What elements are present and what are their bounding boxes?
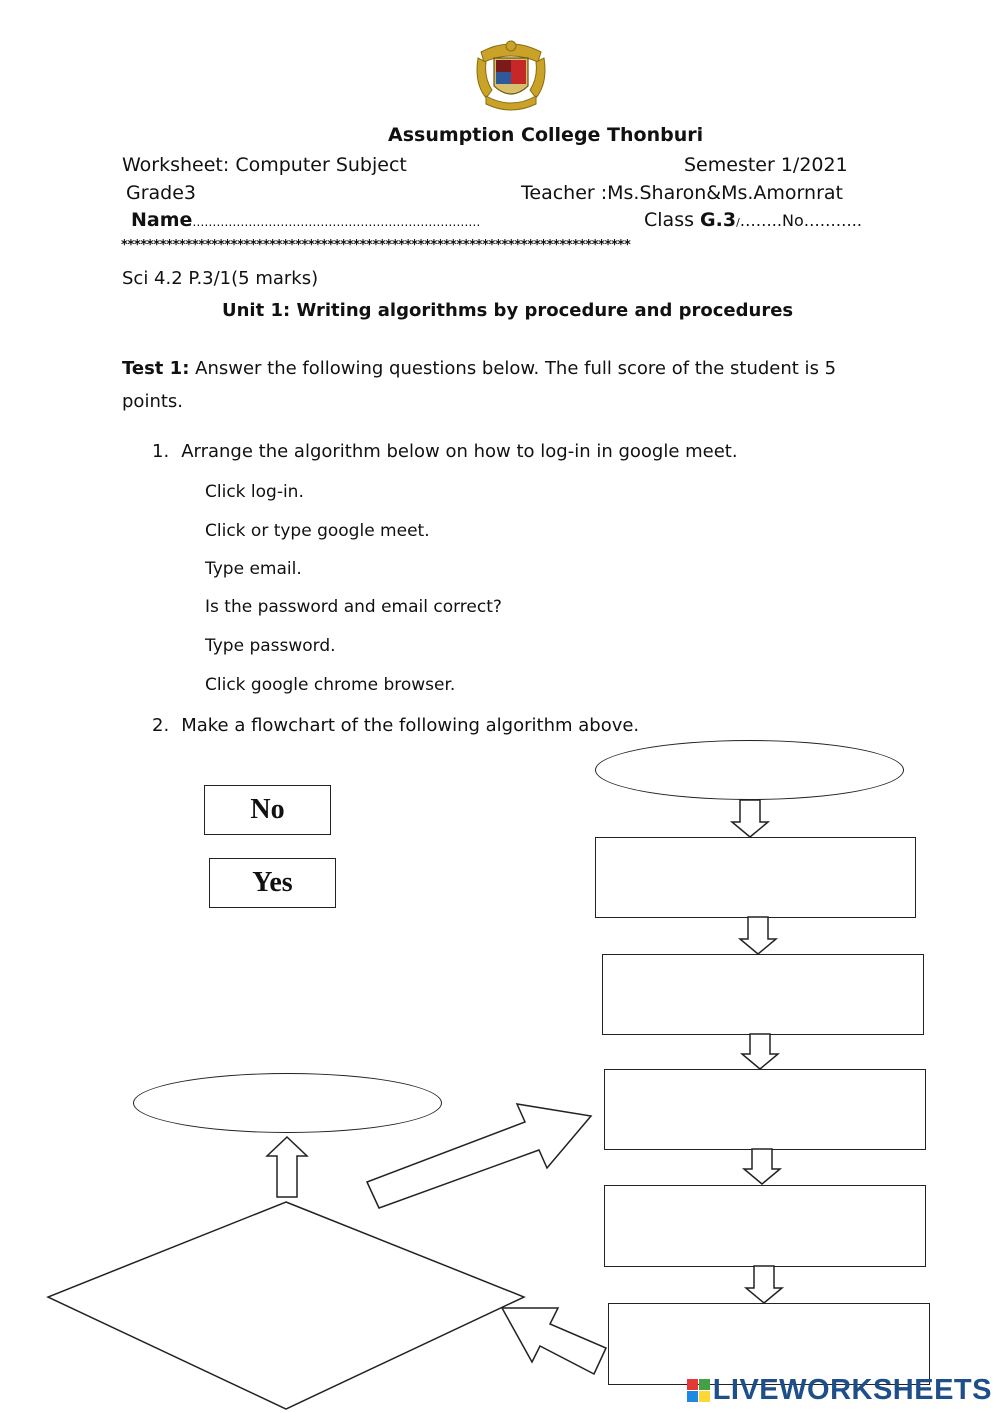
school-name: Assumption College Thonburi xyxy=(388,124,704,146)
class-slash: / xyxy=(736,216,740,229)
up-arrow-icon xyxy=(265,1136,309,1198)
flowchart-process-box-4[interactable] xyxy=(604,1185,926,1267)
yes-label-text: Yes xyxy=(252,867,293,898)
test-instructions xyxy=(122,358,836,379)
question-1 xyxy=(152,441,738,462)
test-label: Test 1: xyxy=(122,358,190,379)
no-label-box[interactable] xyxy=(204,785,331,835)
down-arrow-icon xyxy=(744,1266,784,1304)
step-item: Click google chrome browser. xyxy=(205,675,456,695)
standard-code: Sci 4.2 P.3/1(5 marks) xyxy=(122,268,319,289)
question-2 xyxy=(152,715,639,736)
test-instructions-line2: points. xyxy=(122,391,184,412)
down-arrow-icon xyxy=(740,1034,780,1070)
step-item: Click or type google meet. xyxy=(205,521,430,541)
class-line xyxy=(644,209,862,231)
question-2-text: Make a flowchart of the following algorithm above. xyxy=(181,715,640,736)
step-item: Is the password and email correct? xyxy=(205,597,502,617)
question-2-number: 2. xyxy=(152,715,170,736)
yes-label-box[interactable] xyxy=(209,858,336,908)
semester: Semester 1/2021 xyxy=(684,154,848,176)
step-item: Type password. xyxy=(205,636,336,656)
down-arrow-icon xyxy=(738,917,778,955)
flowchart-start-terminal[interactable] xyxy=(595,740,904,800)
class-value: G.3 xyxy=(700,209,737,231)
flowchart-process-box-2[interactable] xyxy=(602,954,924,1035)
class-rest: ……..No……….. xyxy=(739,211,862,230)
liveworksheets-logo-icon xyxy=(687,1379,711,1403)
flowchart-process-box-3[interactable] xyxy=(604,1069,926,1150)
test-text: Answer the following questions below. The full score of the student is 5 xyxy=(189,358,837,379)
diagonal-arrow-icon xyxy=(365,1100,605,1210)
school-crest-logo xyxy=(476,38,546,116)
grade: Grade3 xyxy=(126,182,197,204)
step-item: Type email. xyxy=(205,559,302,579)
unit-title: Unit 1: Writing algorithms by procedure and procedures xyxy=(222,300,794,321)
down-arrow-icon xyxy=(730,800,770,838)
flowchart-process-box-5[interactable] xyxy=(608,1303,930,1385)
class-label: Class xyxy=(644,209,701,231)
flowchart-process-box-1[interactable] xyxy=(595,837,916,918)
liveworksheets-brand xyxy=(687,1374,992,1407)
question-1-number: 1. xyxy=(152,441,170,462)
name-label: Name xyxy=(131,209,193,231)
question-1-text: Arrange the algorithm below on how to log-in in google meet. xyxy=(181,441,738,462)
teacher: Teacher :Ms.Sharon&Ms.Amornrat xyxy=(521,182,843,204)
name-line xyxy=(131,209,480,231)
flowchart-decision-diamond[interactable] xyxy=(46,1201,526,1411)
name-dots: ……………………………………………………………… xyxy=(192,215,481,229)
down-arrow-icon xyxy=(742,1149,782,1185)
star-divider: ******************************************************************************* xyxy=(121,238,631,253)
liveworksheets-text: LIVEWORKSHEETS xyxy=(712,1374,992,1406)
worksheet-subject: Worksheet: Computer Subject xyxy=(122,154,407,176)
step-item: Click log-in. xyxy=(205,482,304,502)
no-label-text: No xyxy=(250,794,285,825)
